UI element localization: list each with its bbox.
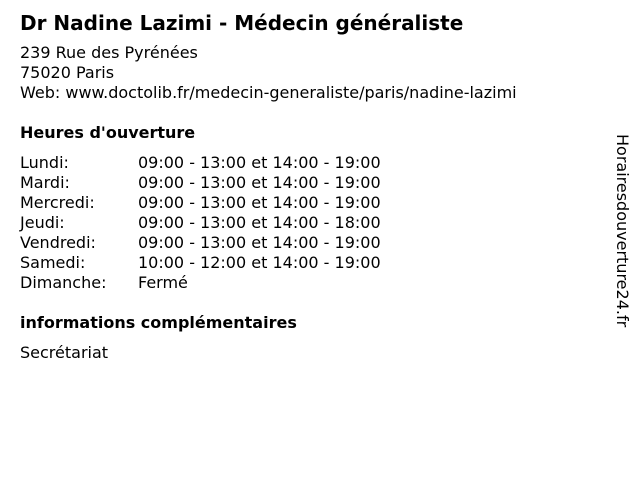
hours-day: Vendredi: <box>20 233 96 252</box>
hours-time: 09:00 - 13:00 et 14:00 - 19:00 <box>138 153 381 172</box>
hours-row-wednesday <box>20 193 381 213</box>
address-street: 239 Rue des Pyrénées <box>20 43 198 62</box>
hours-row-monday <box>20 153 381 173</box>
hours-time: 09:00 - 13:00 et 14:00 - 19:00 <box>138 173 381 192</box>
hours-day: Mardi: <box>20 173 70 192</box>
hours-time: 09:00 - 13:00 et 14:00 - 18:00 <box>138 213 381 232</box>
hours-time: Fermé <box>138 273 188 292</box>
opening-hours-table <box>20 153 381 293</box>
site-watermark: Horairesdouverture24.fr <box>613 134 632 328</box>
hours-row-thursday <box>20 213 381 233</box>
hours-time: 10:00 - 12:00 et 14:00 - 19:00 <box>138 253 381 272</box>
hours-day: Samedi: <box>20 253 86 272</box>
address-block <box>20 43 517 103</box>
hours-time: 09:00 - 13:00 et 14:00 - 19:00 <box>138 233 381 252</box>
website-line[interactable]: Web: www.doctolib.fr/medecin-generaliste/paris/nadine-lazimi <box>20 83 517 102</box>
hours-row-tuesday <box>20 173 381 193</box>
hours-row-friday <box>20 233 381 253</box>
hours-time: 09:00 - 13:00 et 14:00 - 19:00 <box>138 193 381 212</box>
address-city: 75020 Paris <box>20 63 115 82</box>
opening-hours-heading: Heures d'ouverture <box>20 123 196 142</box>
hours-day: Jeudi: <box>20 213 65 232</box>
additional-info-text: Secrétariat <box>20 343 109 362</box>
page-title: Dr Nadine Lazimi - Médecin généraliste <box>20 11 464 35</box>
hours-row-saturday <box>20 253 381 273</box>
hours-day: Mercredi: <box>20 193 95 212</box>
hours-day: Lundi: <box>20 153 69 172</box>
hours-row-sunday <box>20 273 381 293</box>
hours-day: Dimanche: <box>20 273 107 292</box>
additional-info-heading: informations complémentaires <box>20 313 297 332</box>
